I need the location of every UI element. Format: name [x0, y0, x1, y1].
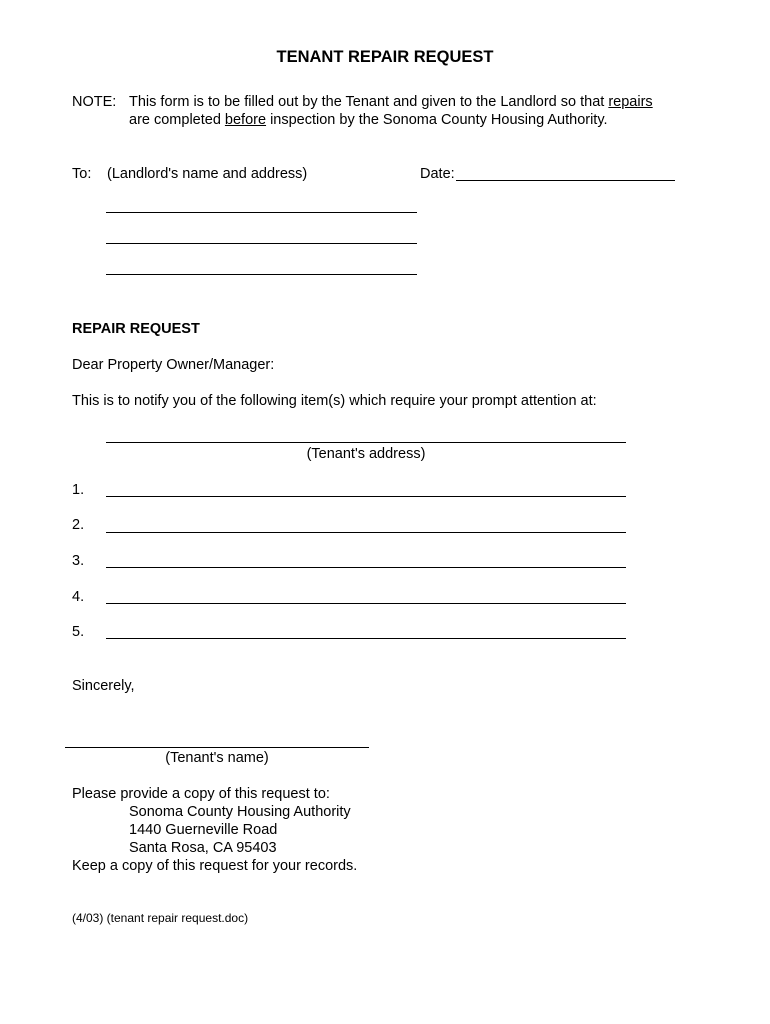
landlord-address-line-2[interactable]: [106, 243, 417, 244]
copy-street: 1440 Guerneville Road: [129, 822, 278, 838]
date-label: Date:: [420, 166, 455, 182]
item-line-1[interactable]: [106, 496, 626, 497]
tenant-address-caption: (Tenant's address): [306, 446, 426, 462]
to-label: To:: [72, 166, 92, 182]
note-line-1: [129, 93, 653, 111]
date-field-line[interactable]: [456, 180, 675, 181]
copy-instruction: Please provide a copy of this request to:: [72, 786, 330, 802]
note-line-2-pre: are completed: [129, 112, 225, 128]
sincerely: Sincerely,: [72, 678, 135, 694]
item-number-3: 3.: [72, 553, 85, 569]
copy-city: Santa Rosa, CA 95403: [129, 840, 277, 856]
keep-copy-note: Keep a copy of this request for your records.: [72, 858, 358, 874]
item-number-4: 4.: [72, 589, 85, 605]
tenant-name-caption: (Tenant's name): [165, 750, 269, 766]
note-before-underlined: before: [224, 112, 267, 128]
item-line-4[interactable]: [106, 603, 626, 604]
tenant-name-line[interactable]: [65, 747, 369, 748]
landlord-hint: (Landlord's name and address): [107, 166, 308, 182]
item-line-2[interactable]: [106, 532, 626, 533]
landlord-address-line-3[interactable]: [106, 274, 417, 275]
repair-request-heading: REPAIR REQUEST: [72, 321, 200, 337]
note-line-1-text: This form is to be filled out by the Tenant and given to the Landlord so that: [129, 94, 609, 110]
salutation: Dear Property Owner/Manager:: [72, 357, 275, 373]
note-line-2: [129, 111, 608, 129]
item-number-1: 1.: [72, 482, 85, 498]
item-number-5: 5.: [72, 624, 85, 640]
note-repairs-underlined: repairs: [608, 94, 653, 110]
footer-doc-ref: (4/03) (tenant repair request.doc): [72, 911, 249, 925]
repair-intro: This is to notify you of the following item(s) which require your prompt attention at:: [72, 393, 597, 409]
item-line-3[interactable]: [106, 567, 626, 568]
note-label: NOTE:: [72, 94, 117, 110]
page-title: TENANT REPAIR REQUEST: [276, 48, 494, 66]
item-number-2: 2.: [72, 517, 85, 533]
tenant-address-line[interactable]: [106, 442, 626, 443]
item-line-5[interactable]: [106, 638, 626, 639]
copy-org: Sonoma County Housing Authority: [129, 804, 351, 820]
landlord-address-line-1[interactable]: [106, 212, 417, 213]
note-line-2-post: inspection by the Sonoma County Housing Authority.: [266, 112, 608, 128]
